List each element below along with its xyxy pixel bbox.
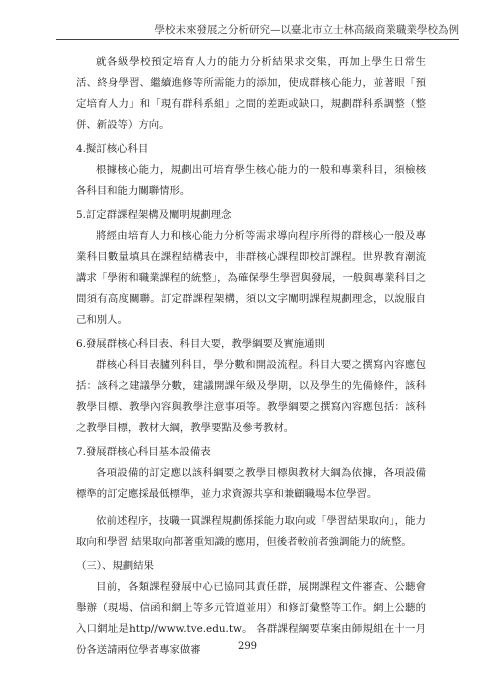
header-divider: [56, 39, 459, 40]
paragraph-ability-orientation: 依前述程序，技職一貫課程規劃係採能力取向或「學習結果取向」，能力取向和學習 結果取向都著重知識的應用，但後者較前者強調能力的統整。: [76, 515, 426, 548]
page-number: 299: [237, 641, 258, 652]
heading-core-subjects: 4.擬訂核心科目: [76, 143, 149, 155]
heading-subject-tables: 6.發展群核心科目表、科目大要，教學綱要及實施通則: [76, 338, 325, 350]
paragraph-planning-results: 目前，各類課程發展中心已協同其責任群，展開課程文件審查、公聽會舉辦（現場、信函和網上等多元管道並用）和修訂彙整等工作。網上公聽的入口網址是http//www.tve.edu.tw。 各群課程綱要草案由師規組在十一月份各送請兩位學者專家做審: [76, 581, 426, 656]
paragraph-core-subjects: 根據核心能力，規劃出可培育學生核心能力的一般和專業科目，須檢核各科目和能力關聯情形。: [76, 164, 426, 197]
body-text: [76, 52, 426, 661]
paragraph-curriculum-framework: 將經由培育人力和核心能力分析等需求導向程序所得的群核心一般及專業科目數量填具在課程結構表中，非群核心課程即校訂課程。世界教育潮流講求「學術和職業課程的統整」，為確保學生學習與發展，一般與專業科目之間須有高度關聯。訂定群課程架構，須以文字闡明課程規劃理念，以說服自己和別人。: [76, 230, 426, 326]
heading-planning-results: （三）、規劃結果: [76, 560, 154, 572]
running-header: 學校未來發展之分析研究—以臺北市立士林高級商業職業學校為例: [154, 24, 459, 36]
heading-curriculum-framework: 5.訂定群課程架構及闡明規劃理念: [76, 209, 232, 221]
paragraph-equipment-standards: 各項設備的訂定應以該科綱要之教學目標與教材大綱為依據，各項設備標準的訂定應採最低標準，並力求資源共享和兼顧職場本位學習。: [76, 467, 426, 500]
paragraph-subject-tables: 群核心科目表臚列科目，學分數和開設流程。科目大要之撰寫內容應包括：該科之建議學分數，建議開課年級及學期，以及學生的先備條件，該科教學目標、教學內容與教學注意事項等。教學綱要之撰寫內容應包括：該科之教學目標，教材大綱，教學要點及參考教材。: [76, 359, 426, 434]
heading-equipment-table: 7.發展群核心科目基本設備表: [76, 446, 211, 458]
paragraph-core-ability-analysis: 就各級學校預定培育人力的能力分析結果求交集，再加上學生日常生活、終身學習、繼續進修等所需能力的添加，使成群核心能力，並著眼「預定培育人力」和「現有群科系組」之間的差距或缺口，規劃群科系調整（整併、新設等）方向。: [76, 56, 426, 131]
